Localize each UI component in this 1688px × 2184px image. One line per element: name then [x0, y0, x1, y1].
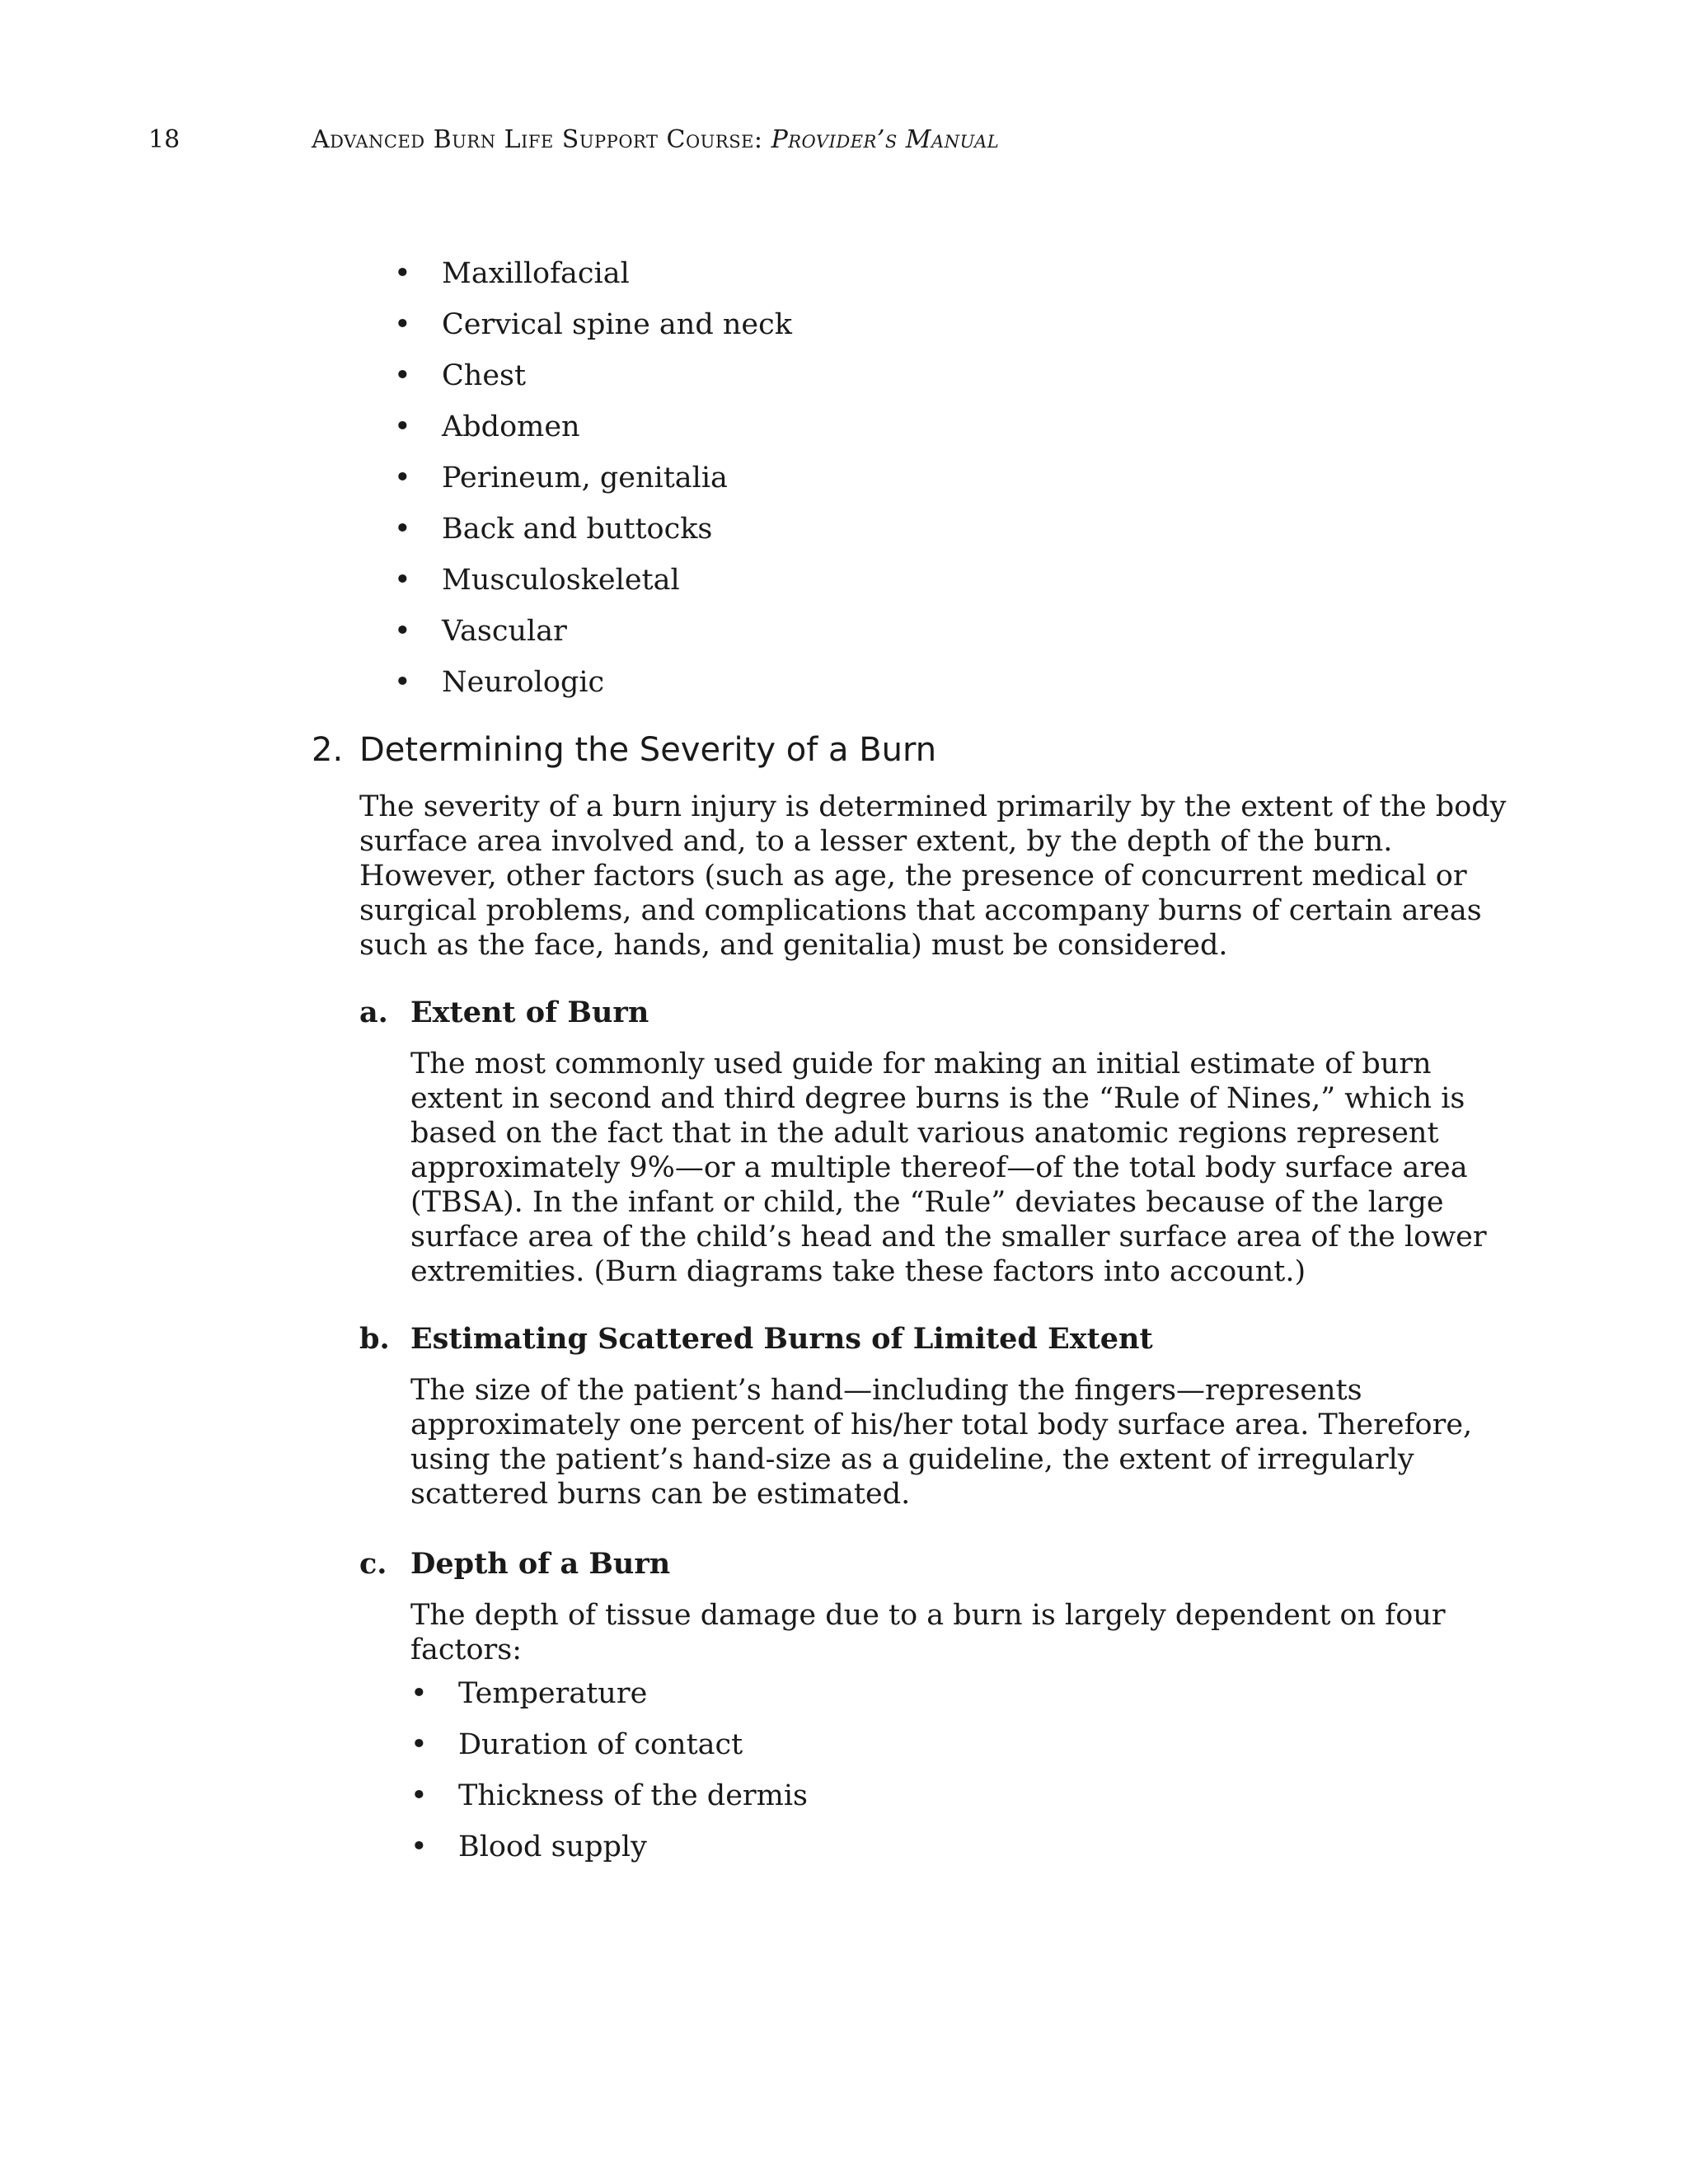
- list-item: [410, 1821, 808, 1872]
- list-item: [394, 452, 792, 504]
- list-item-label: Chest: [442, 359, 527, 392]
- depth-factor-list: [410, 1668, 808, 1872]
- subsection-title: Estimating Scattered Burns of Limited Extent: [410, 1322, 1153, 1356]
- page-number: 18: [148, 125, 181, 154]
- bullet-icon: •: [394, 308, 411, 341]
- list-item-label: Blood supply: [458, 1830, 647, 1863]
- subsection-title: Depth of a Burn: [410, 1547, 671, 1581]
- subsection-heading-scattered: [359, 1322, 1153, 1357]
- list-item: [394, 606, 792, 657]
- book-title-italic: Provider’s Manual: [771, 125, 1000, 154]
- subsection-letter: a.: [359, 996, 388, 1029]
- bullet-icon: •: [394, 615, 411, 648]
- bullet-icon: •: [394, 666, 411, 699]
- section-title: Determining the Severity of a Burn: [359, 731, 937, 769]
- bullet-icon: •: [394, 462, 411, 494]
- section-heading: [312, 727, 936, 773]
- list-item-label: Abdomen: [442, 410, 580, 443]
- bullet-icon: •: [394, 564, 411, 597]
- list-item: [394, 350, 792, 401]
- book-title-main: Advanced Burn Life Support Course:: [312, 125, 771, 154]
- subsection-title: Extent of Burn: [410, 996, 649, 1029]
- list-item-label: Maxillofacial: [442, 257, 630, 290]
- list-item: [394, 504, 792, 555]
- subsection-paragraph-extent: The most commonly used guide for making an initial estimate of burn extent in second and third degree burns is the “Rule of Nines,” which is based on the fact that in the adult various anatomic regions represent approximately 9%—or a multiple thereof—of the total body surface area (TBSA). In the infant or child, the “Rule” deviates because of the large surface area of the child’s head and the smaller surface area of the lower extremities. (Burn diagrams take these factors into account.): [410, 1047, 1487, 1288]
- list-item: [410, 1668, 808, 1719]
- section-number: 2.: [312, 731, 344, 769]
- list-item: [394, 248, 792, 299]
- bullet-icon: •: [410, 1677, 428, 1710]
- bullet-icon: •: [410, 1830, 428, 1863]
- bullet-icon: •: [394, 257, 411, 290]
- list-item-label: Vascular: [442, 615, 567, 648]
- injury-area-list: [394, 248, 792, 708]
- list-item-label: Duration of contact: [458, 1728, 743, 1761]
- bullet-icon: •: [410, 1728, 428, 1761]
- subsection-heading-extent: [359, 996, 649, 1030]
- list-item-label: Thickness of the dermis: [458, 1779, 808, 1812]
- bullet-icon: •: [410, 1779, 428, 1812]
- list-item-label: Temperature: [458, 1677, 648, 1710]
- bullet-icon: •: [394, 359, 411, 392]
- list-item: [394, 555, 792, 606]
- list-item: [410, 1770, 808, 1821]
- subsection-heading-depth: [359, 1547, 670, 1582]
- subsection-paragraph-depth: The depth of tissue damage due to a burn is largely dependent on four factors:: [410, 1599, 1446, 1666]
- list-item: [410, 1719, 808, 1770]
- list-item: [394, 657, 792, 708]
- list-item: [394, 299, 792, 350]
- section-intro-paragraph: The severity of a burn injury is determined primarily by the extent of the body surface area involved and, to a lesser extent, by the depth of the burn. However, other factors (such as age, the presence of concurrent medical or surgical problems, and complications that accompany burns of certain areas such as the face, hands, and genitalia) must be considered.: [359, 790, 1507, 962]
- list-item: [394, 401, 792, 452]
- list-item-label: Musculoskeletal: [442, 564, 680, 597]
- list-item-label: Cervical spine and neck: [442, 308, 792, 341]
- list-item-label: Perineum, genitalia: [442, 462, 728, 494]
- subsection-paragraph-scattered: The size of the patient’s hand—including the fingers—represents approximately one percent of his/her total body surface area. Therefore, using the patient’s hand-size as a guideline, the extent of irregularly scattered burns can be estimated.: [410, 1374, 1473, 1511]
- subsection-letter: b.: [359, 1322, 390, 1356]
- bullet-icon: •: [394, 513, 411, 546]
- list-item-label: Neurologic: [442, 666, 605, 699]
- list-item-label: Back and buttocks: [442, 513, 713, 546]
- book-title: [312, 124, 999, 157]
- subsection-letter: c.: [359, 1547, 387, 1581]
- bullet-icon: •: [394, 410, 411, 443]
